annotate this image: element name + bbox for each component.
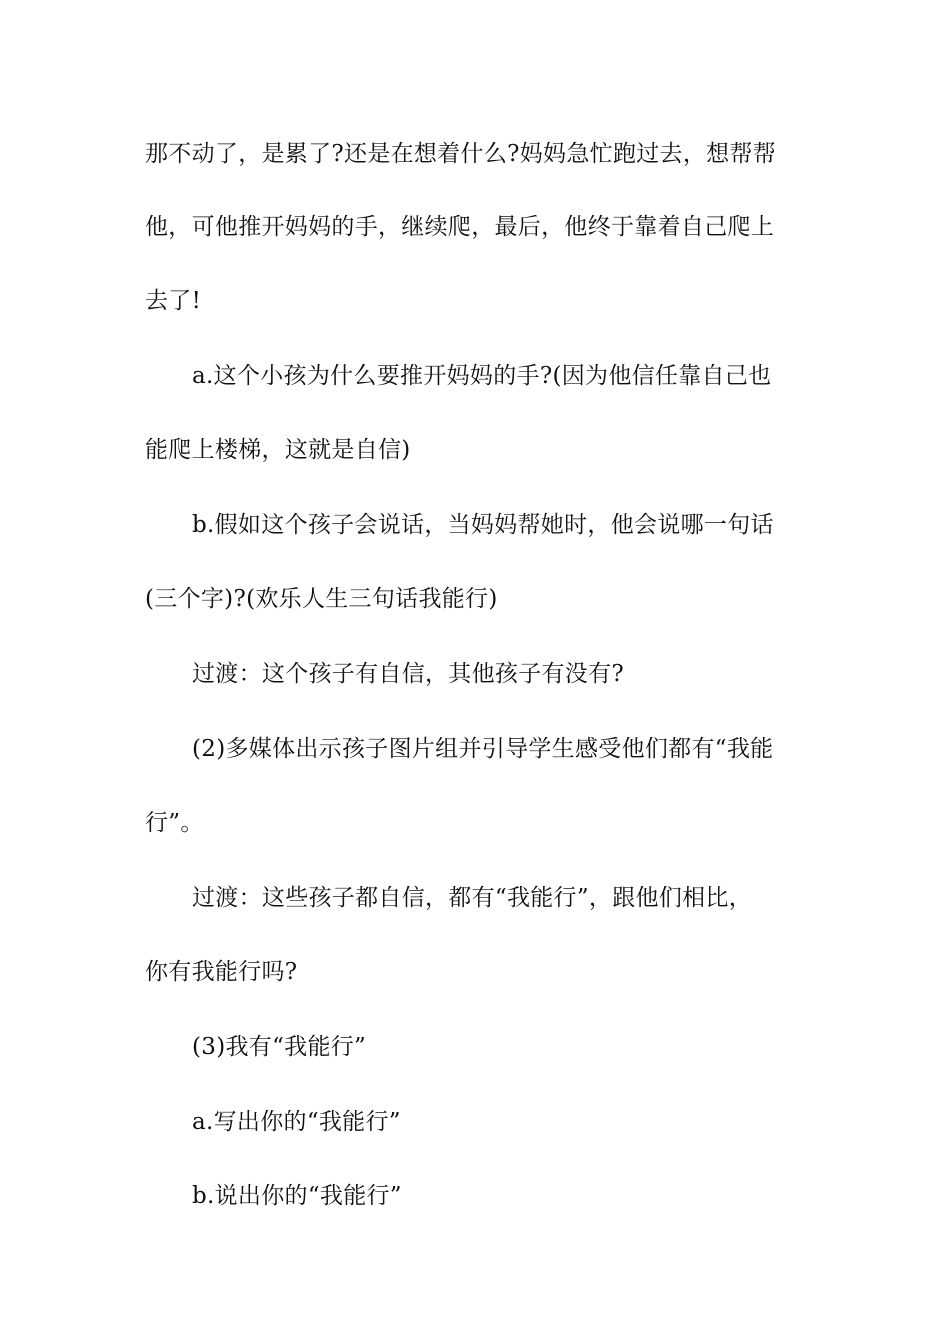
text-line: b.说出你的“我能行” [192, 1183, 402, 1209]
text-line: a.这个小孩为什么要推开妈妈的手?(因为他信任靠自己也 [192, 363, 772, 389]
text-line: a.写出你的“我能行” [192, 1109, 401, 1135]
text-line: 那不动了，是累了?还是在想着什么?妈妈急忙跑过去，想帮帮 [145, 141, 777, 167]
text-line: (2)多媒体出示孩子图片组并引导学生感受他们都有“我能 [192, 736, 774, 762]
text-line: (三个字)?(欢乐人生三句话我能行) [145, 586, 498, 612]
text-line: 过渡：这些孩子都自信，都有“我能行”，跟他们相比， [192, 885, 753, 911]
text-line: 行”。 [145, 810, 204, 836]
text-line: b.假如这个孩子会说话，当妈妈帮她时，他会说哪一句话 [192, 512, 774, 538]
text-line: 去了! [145, 288, 202, 314]
text-line: 你有我能行吗? [145, 959, 298, 985]
text-line: (3)我有“我能行” [192, 1034, 367, 1060]
text-line: 能爬上楼梯，这就是自信) [145, 437, 411, 463]
text-line: 他，可他推开妈妈的手，继续爬，最后，他终于靠着自己爬上 [145, 214, 775, 240]
text-line: 过渡：这个孩子有自信，其他孩子有没有? [192, 661, 625, 687]
